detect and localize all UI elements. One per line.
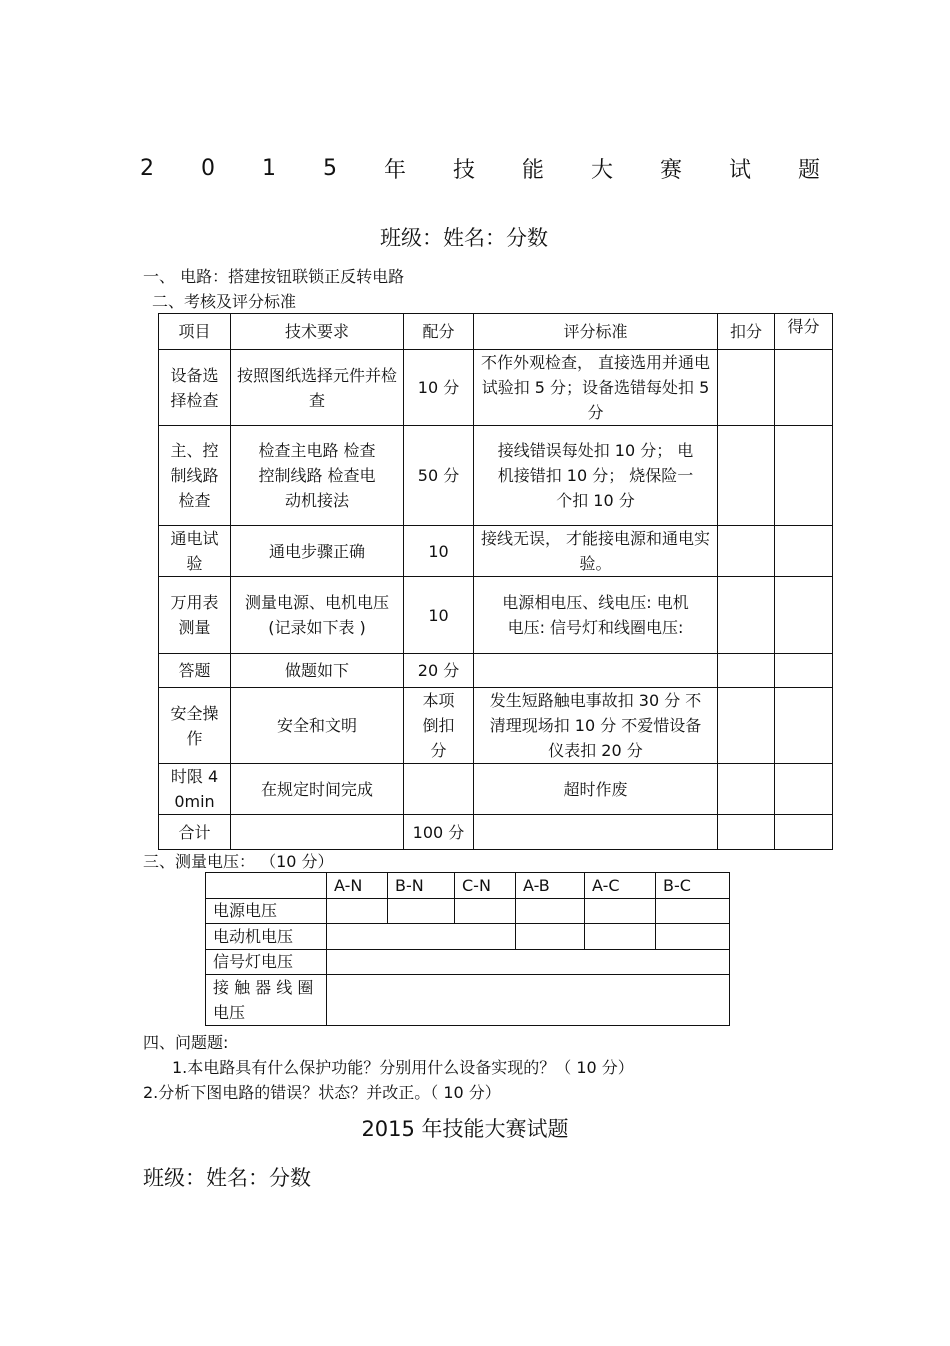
row-criteria: 接线错误每处扣 10 分； 电机接错扣 10 分； 烧保险一个扣 10 分 (474, 426, 718, 526)
deduction-cell (718, 526, 775, 577)
row-item: 答题 (159, 654, 231, 688)
row-item: 合计 (159, 815, 231, 850)
deduction-cell (718, 688, 775, 764)
value-cell (327, 975, 730, 1026)
scoring-table (158, 313, 833, 850)
row-label: 信号灯电压 (206, 950, 327, 975)
title-char: 0 (200, 155, 215, 181)
title-char: 赛 (659, 157, 682, 183)
row-points: 本项倒扣分 (404, 688, 474, 764)
value-cell (455, 899, 516, 924)
title-char: 5 (322, 155, 337, 181)
section-4-heading: 四、问题题: (143, 1033, 229, 1052)
value-cell (656, 924, 730, 950)
header-score: 得分 (775, 314, 833, 350)
page-title (140, 150, 820, 186)
score-cell (775, 426, 833, 526)
row-label-line: 接 触 器 线 圈 (213, 978, 314, 997)
score-cell (775, 688, 833, 764)
value-cell (327, 950, 730, 975)
column-header: A-B (516, 873, 585, 899)
row-label: 电动机电压 (206, 924, 327, 950)
column-header: B-N (388, 873, 455, 899)
value-cell (516, 924, 585, 950)
title-char: 试 (728, 157, 751, 183)
deduction-cell (718, 815, 775, 850)
corner-cell (206, 873, 327, 899)
column-header: C-N (455, 873, 516, 899)
value-cell (585, 899, 656, 924)
question-1: 1.本电路具有什么保护功能？分别用什么设备实现的？（ 10 分） (172, 1058, 634, 1077)
column-header: A-C (585, 873, 656, 899)
score-cell (775, 764, 833, 815)
score-cell (775, 526, 833, 577)
row-requirement: 测量电源、电机电压(记录如下表 ) (231, 577, 404, 654)
value-cell (388, 899, 455, 924)
bottom-title: 2015 年技能大赛试题 (361, 1117, 569, 1141)
row-requirement: 按照图纸选择元件并检查 (231, 350, 404, 426)
score-cell (775, 350, 833, 426)
question-2: 2.分析下图电路的错误？状态？并改正。（ 10 分） (143, 1083, 501, 1102)
row-item: 万用表测量 (159, 577, 231, 654)
deduction-cell (718, 350, 775, 426)
row-label (206, 975, 327, 1026)
score-cell (775, 815, 833, 850)
row-criteria: 不作外观检查， 直接选用并通电试验扣 5 分；设备选错每处扣 5 分 (474, 350, 718, 426)
value-cell (585, 924, 656, 950)
row-criteria: 超时作废 (474, 764, 718, 815)
value-cell (327, 899, 388, 924)
score-cell (775, 577, 833, 654)
header-requirement: 技术要求 (231, 314, 404, 350)
deduction-cell (718, 654, 775, 688)
row-points: 10 (404, 526, 474, 577)
row-item: 通电试验 (159, 526, 231, 577)
title-char: 技 (452, 157, 475, 183)
score-cell (775, 654, 833, 688)
row-requirement: 做题如下 (231, 654, 404, 688)
section-2-heading: 二、考核及评分标准 (152, 292, 297, 311)
row-criteria: 电源相电压、线电压: 电机电压: 信号灯和线圈电压: (474, 577, 718, 654)
title-char: 题 (797, 157, 820, 183)
row-points: 10 (404, 577, 474, 654)
row-item: 主、控制线路检查 (159, 426, 231, 526)
value-cell (656, 899, 730, 924)
row-item: 安全操作 (159, 688, 231, 764)
title-char: 大 (590, 157, 613, 183)
column-header: B-C (656, 873, 730, 899)
row-label: 电源电压 (206, 899, 327, 924)
row-points: 100 分 (404, 815, 474, 850)
bottom-subtitle: 班级：姓名：分数 (143, 1166, 311, 1190)
voltage-table (205, 872, 730, 1026)
header-deduction: 扣分 (718, 314, 775, 350)
row-requirement: 在规定时间完成 (231, 764, 404, 815)
header-criteria: 评分标准 (474, 314, 718, 350)
row-criteria (474, 654, 718, 688)
row-points: 50 分 (404, 426, 474, 526)
section-1-heading: 一、 电路：搭建按钮联锁正反转电路 (143, 267, 405, 286)
row-criteria: 接线无误， 才能接电源和通电实验。 (474, 526, 718, 577)
row-points: 20 分 (404, 654, 474, 688)
title-char: 1 (261, 155, 276, 181)
title-char: 能 (521, 157, 544, 183)
row-requirement (231, 815, 404, 850)
value-cell (327, 924, 516, 950)
deduction-cell (718, 426, 775, 526)
row-requirement: 安全和文明 (231, 688, 404, 764)
deduction-cell (718, 577, 775, 654)
page-subtitle: 班级：姓名：分数 (380, 226, 548, 250)
title-char: 年 (383, 157, 406, 183)
row-points: 10 分 (404, 350, 474, 426)
row-label-line: 电压 (213, 1003, 246, 1022)
section-3-heading: 三、测量电压： （10 分） (143, 852, 334, 871)
row-item: 时限 40min (159, 764, 231, 815)
row-requirement: 检查主电路 检查控制线路 检查电动机接法 (231, 426, 404, 526)
row-item: 设备选择检查 (159, 350, 231, 426)
row-criteria (474, 815, 718, 850)
value-cell (516, 899, 585, 924)
row-points (404, 764, 474, 815)
header-item: 项目 (159, 314, 231, 350)
header-points: 配分 (404, 314, 474, 350)
title-char: 2 (140, 155, 154, 181)
column-header: A-N (327, 873, 388, 899)
row-criteria: 发生短路触电事故扣 30 分 不清理现场扣 10 分 不爱惜设备仪表扣 20 分 (474, 688, 718, 764)
row-requirement: 通电步骤正确 (231, 526, 404, 577)
deduction-cell (718, 764, 775, 815)
